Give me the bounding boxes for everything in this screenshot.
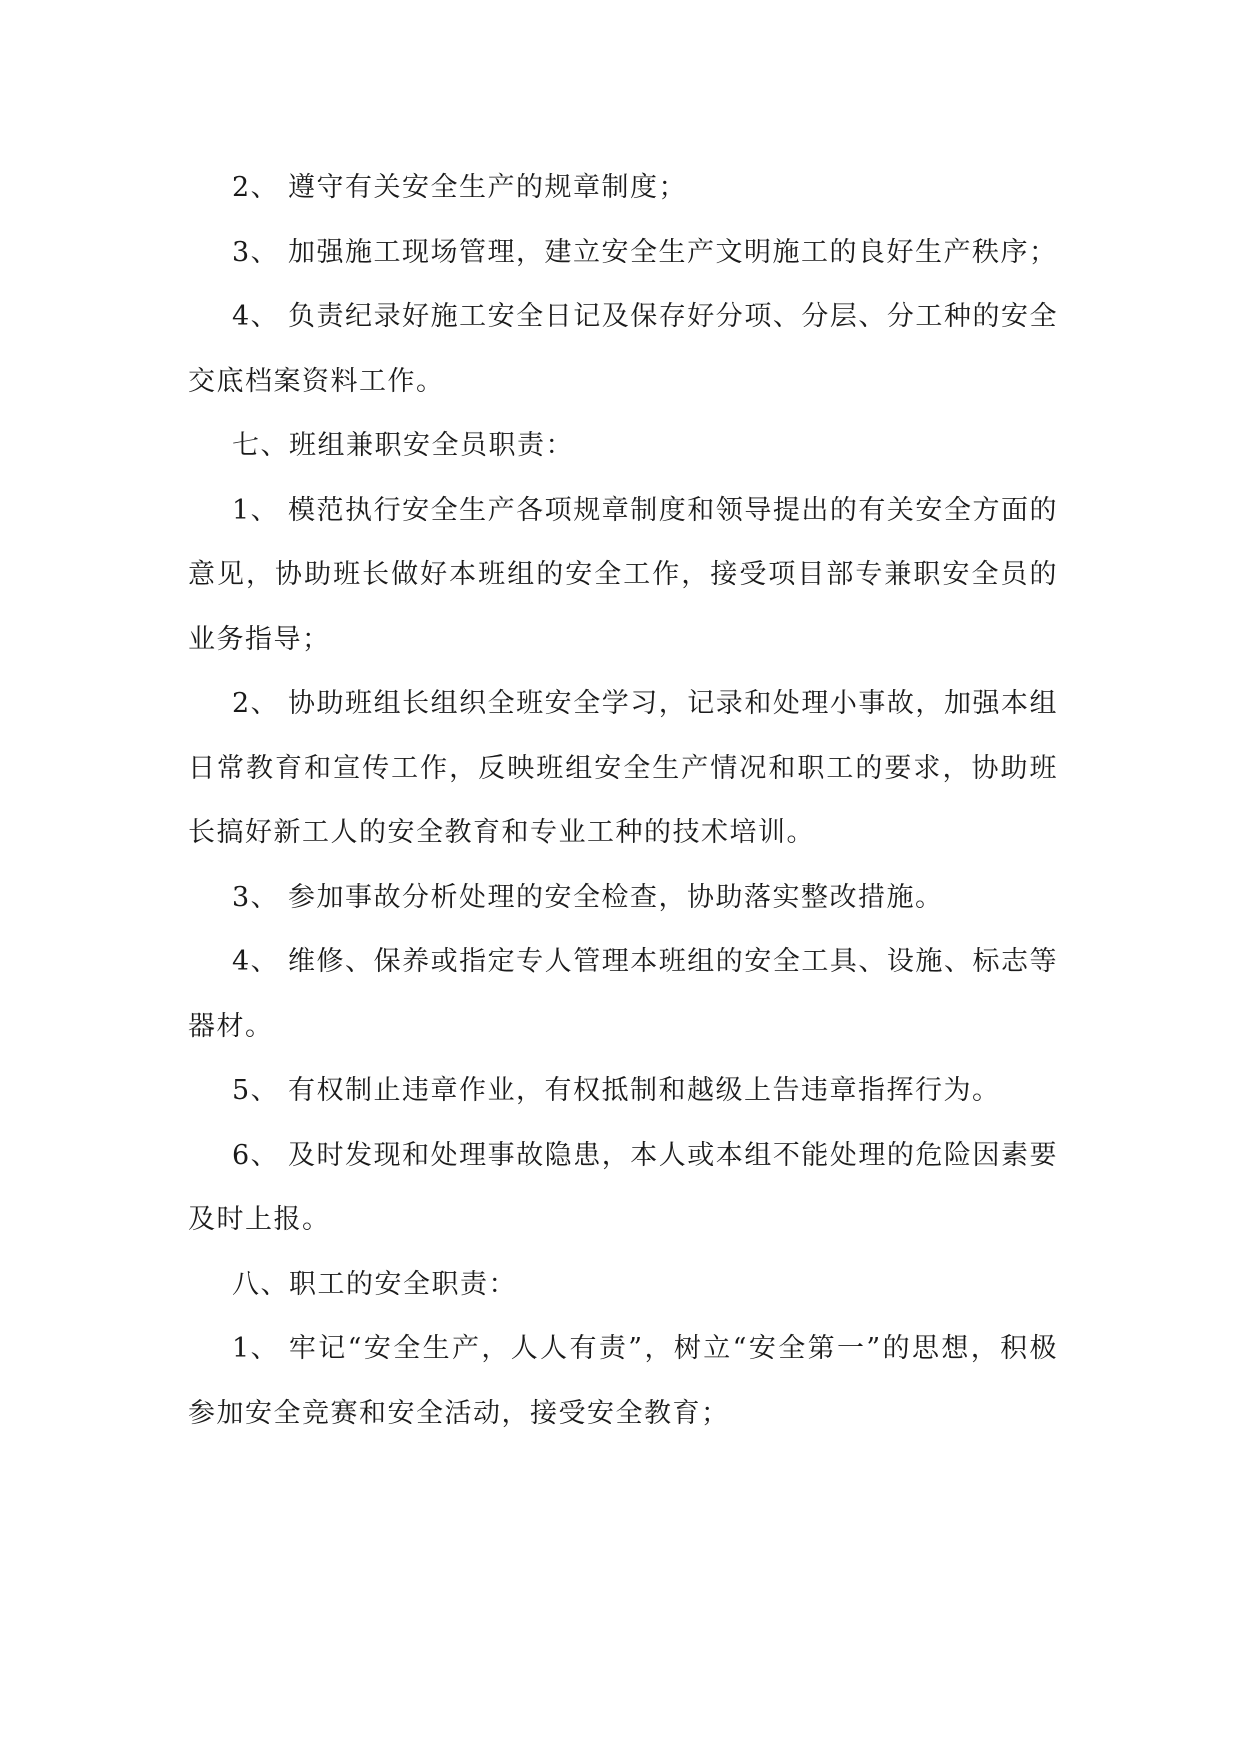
item-number: 2、 (232, 688, 280, 719)
item-text: 参加事故分析处理的安全检查，协助落实整改措施。 (288, 881, 944, 913)
item-text: 及时发现和处理事故隐患，本人或本组不能处理的危险因素要及时上报。 (188, 1139, 1058, 1235)
list-item (188, 1059, 1058, 1124)
section-heading: 七、班组兼职安全员职责： (232, 430, 574, 461)
item-number: 2、 (232, 172, 280, 203)
list-item (188, 479, 1058, 673)
list-item (188, 930, 1058, 1059)
item-text: 协助班组长组织全班安全学习，记录和处理小事故，加强本组日常教育和宣传工作，反映班组安全生产情况和职工的要求，协助班长搞好新工人的安全教育和专业工种的技术培训。 (188, 688, 1058, 848)
list-item (188, 1317, 1058, 1446)
section-heading: 八、职工的安全职责： (232, 1268, 517, 1300)
item-number: 1、 (232, 1333, 280, 1364)
item-number: 4、 (232, 946, 280, 977)
item-text: 有权制止违章作业，有权抵制和越级上告违章指挥行为。 (288, 1075, 1001, 1106)
item-number: 3、 (232, 236, 280, 268)
item-text: 维修、保养或指定专人管理本班组的安全工具、设施、标志等器材。 (188, 946, 1058, 1042)
list-item (188, 672, 1058, 866)
item-number: 4、 (232, 301, 280, 332)
item-text: 遵守有关安全生产的规章制度； (288, 172, 687, 203)
item-number: 3、 (232, 881, 280, 913)
list-item (188, 156, 1058, 221)
list-item (188, 285, 1058, 414)
item-number: 5、 (232, 1075, 280, 1106)
list-item (188, 866, 1058, 931)
item-text: 牢记“安全生产，人人有责”，树立“安全第一”的思想，积极参加安全竞赛和安全活动，接受安全教育； (188, 1333, 1058, 1429)
item-text: 加强施工现场管理，建立安全生产文明施工的良好生产秩序； (288, 236, 1058, 268)
item-text: 负责纪录好施工安全日记及保存好分项、分层、分工种的安全交底档案资料工作。 (188, 301, 1058, 397)
item-number: 1、 (232, 494, 280, 526)
list-item (188, 221, 1058, 286)
item-number: 6、 (232, 1139, 280, 1171)
document-body (188, 156, 1058, 1446)
item-text: 模范执行安全生产各项规章制度和领导提出的有关安全方面的意见，协助班长做好本班组的安全工作，接受项目部专兼职安全员的业务指导； (188, 494, 1058, 655)
list-item (188, 1124, 1058, 1253)
